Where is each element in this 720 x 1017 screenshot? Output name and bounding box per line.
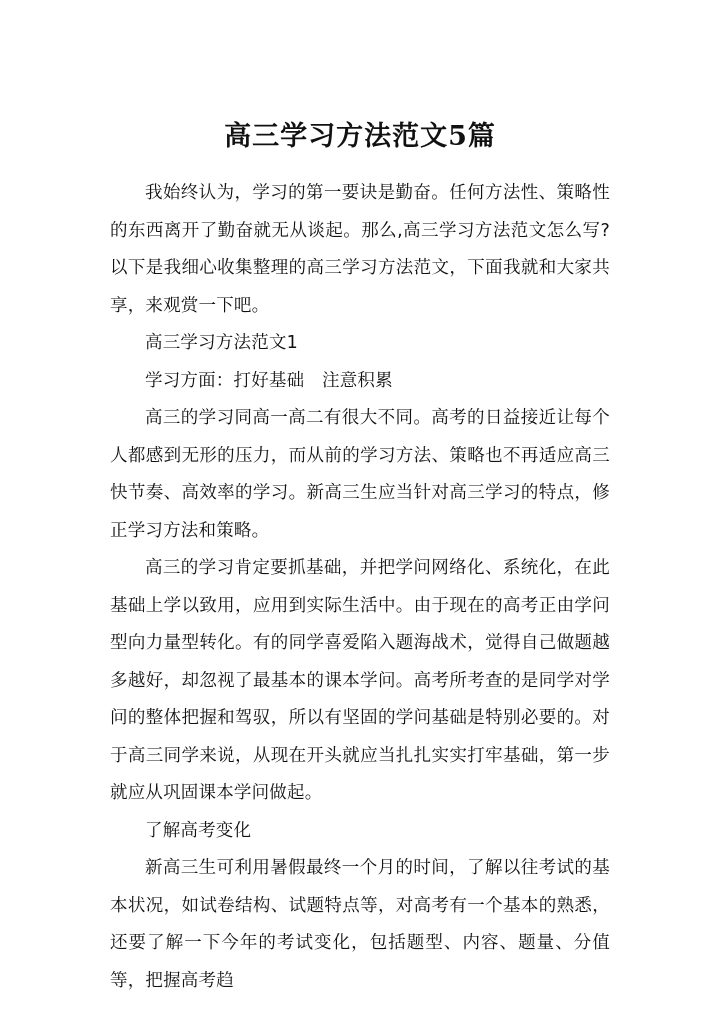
body-paragraph: 高三的学习肯定要抓基础，并把学问网络化、系统化，在此基础上学以致用，应用到实际生活中。由于现在的高考正由学问型向力量型转化。有的同学喜爱陷入题海战术，觉得自己做题越多越好，却忽视了最基本的课本学问。高考所考查的是同学对学问的整体把握和驾驭，所以有坚固的学问基础是特别必要的。对于高三同学来说，从现在开头就应当扎扎实实打牢基础，第一步就应从巩固课本学问做起。 xyxy=(110,558,610,803)
subheading-exam-changes: 了解高考变化 xyxy=(145,820,252,841)
body-paragraph: 高三的学习同高一高二有很大不同。高考的日益接近让每个人都感到无形的压力，而从前的学习方法、策略也不再适应高三快节奏、高效率的学习。新高三生应当针对高三学习的特点，修正学习方法和策略。 xyxy=(110,408,610,541)
section-title: 高三学习方法范文1 xyxy=(145,333,298,353)
document-body xyxy=(110,175,610,1000)
intro-paragraph: 我始终认为，学习的第一要诀是勤奋。任何方法性、策略性的东西离开了勤奋就无从谈起。那么,高三学习方法范文怎么写?以下是我细心收集整理的高三学习方法范文，下面我就和大家共享，来观赏一下吧。 xyxy=(110,183,610,316)
subheading-study: 学习方面：打好基础 注意积累 xyxy=(145,370,393,391)
document-title: 高三学习方法范文5篇 xyxy=(224,121,496,152)
body-paragraph: 新高三生可利用暑假最终一个月的时间，了解以往考试的基本状况，如试卷结构、试题特点等，对高考有一个基本的熟悉，还要了解一下今年的考试变化，包括题型、内容、题量、分值等，把握高考趋 xyxy=(110,858,610,991)
